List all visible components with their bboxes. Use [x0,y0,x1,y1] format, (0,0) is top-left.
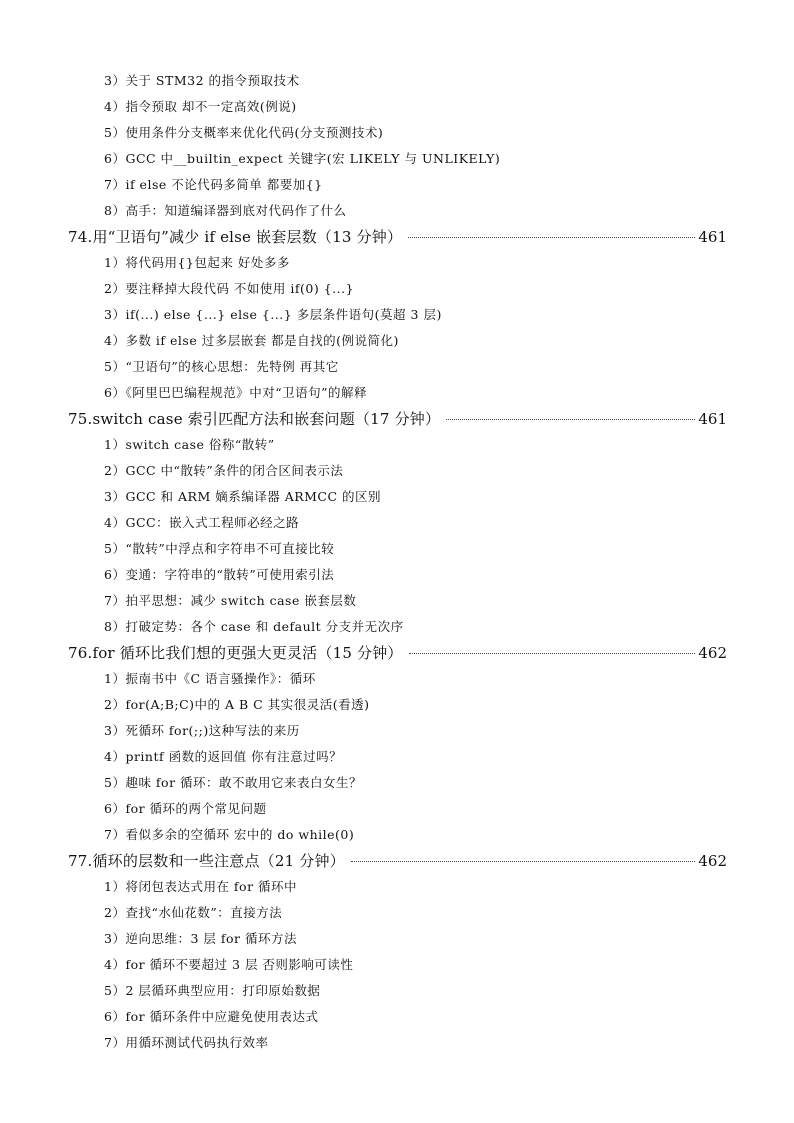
toc-subitem: 3）关于 STM32 的指令预取技术 [104,73,300,88]
chapter-title: 75.switch case 索引匹配方法和嵌套问题（17 分钟） [68,410,441,428]
toc-subitem: 6）for 循环条件中应避免使用表达式 [104,1009,319,1024]
toc-subitem: 2）GCC 中“散转”条件的闭合区间表示法 [104,463,344,478]
toc-subitem: 2）要注释掉大段代码 不如使用 if(0) {...} [104,281,355,296]
toc-subitem: 5）使用条件分支概率来优化代码(分支预测技术) [104,125,384,140]
page-number: 461 [698,228,727,246]
toc-subitem: 5）2 层循环典型应用：打印原始数据 [104,983,321,998]
toc-chapter-entry [0,640,727,666]
dot-leader [408,237,695,238]
page-number: 462 [698,644,727,662]
toc-subitem: 5）趣味 for 循环：敢不敢用它来表白女生？ [104,775,363,790]
toc-subitem: 4）多数 if else 过多层嵌套 都是自找的(例说简化) [104,333,399,348]
toc-subitem: 7）看似多余的空循环 宏中的 do while(0) [104,827,355,842]
chapter-title: 74.用“卫语句”减少 if else 嵌套层数（13 分钟） [68,228,403,246]
dot-leader [351,861,695,862]
toc-subitem: 1）将闭包表达式用在 for 循环中 [104,879,298,894]
toc-subitem: 5）“散转”中浮点和字符串不可直接比较 [104,541,335,556]
toc-subitem: 7）用循环测试代码执行效率 [104,1035,269,1050]
toc-subitem: 6）变通：字符串的“散转”可使用索引法 [104,567,335,582]
toc-subitem: 3）死循环 for(;;)这种写法的来历 [104,723,300,738]
toc-subitem: 5）“卫语句”的核心思想：先特例 再其它 [104,359,339,374]
toc-subitem: 1）将代码用{}包起来 好处多多 [104,255,290,270]
toc-subitem: 4）GCC：嵌入式工程师必经之路 [104,515,300,530]
toc-subitem: 3）GCC 和 ARM 嫡系编译器 ARMCC 的区别 [104,489,382,504]
toc-subitem: 8）打破定势：各个 case 和 default 分支并无次序 [104,619,404,634]
toc-chapter-entry [0,406,727,432]
toc-subitem: 3）逆向思维：3 层 for 循环方法 [104,931,297,946]
toc-subitem: 7）if else 不论代码多简单 都要加{} [104,177,323,192]
toc-subitem: 2）查找“水仙花数”：直接方法 [104,905,283,920]
toc-subitem: 1）switch case 俗称“散转” [104,437,275,452]
toc-subitem: 7）拍平思想：减少 switch case 嵌套层数 [104,593,357,608]
toc-subitem: 2）for(A;B;C)中的 A B C 其实很灵活(看透) [104,697,370,712]
dot-leader [446,419,695,420]
toc-subitem: 4）printf 函数的返回值 你有注意过吗？ [104,749,343,764]
toc-chapter-entry [0,224,727,250]
toc-subitem: 6）GCC 中__builtin_expect 关键字(宏 LIKELY 与 UNLIKELY) [104,151,501,166]
toc-subitem: 4）for 循环不要超过 3 层 否则影响可读性 [104,957,354,972]
toc-subitem: 1）振南书中《C 语言骚操作》：循环 [104,671,316,686]
table-of-contents [0,68,794,1056]
chapter-title: 76.for 循环比我们想的更强大更灵活（15 分钟） [68,644,403,662]
dot-leader [409,653,696,654]
toc-subitem: 8）高手：知道编译器到底对代码作了什么 [104,203,347,218]
toc-subitem: 6）for 循环的两个常见问题 [104,801,267,816]
toc-subitem: 3）if(...) else {...} else {...} 多层条件语句(莫超 3 层) [104,307,442,322]
toc-chapter-entry [0,848,727,874]
page-number: 462 [698,852,727,870]
toc-subitem: 6）《阿里巴巴编程规范》中对“卫语句”的解释 [104,385,367,400]
chapter-title: 77.循环的层数和一些注意点（21 分钟） [68,852,345,870]
page-number: 461 [698,410,727,428]
toc-subitem: 4）指令预取 却不一定高效(例说) [104,99,297,114]
